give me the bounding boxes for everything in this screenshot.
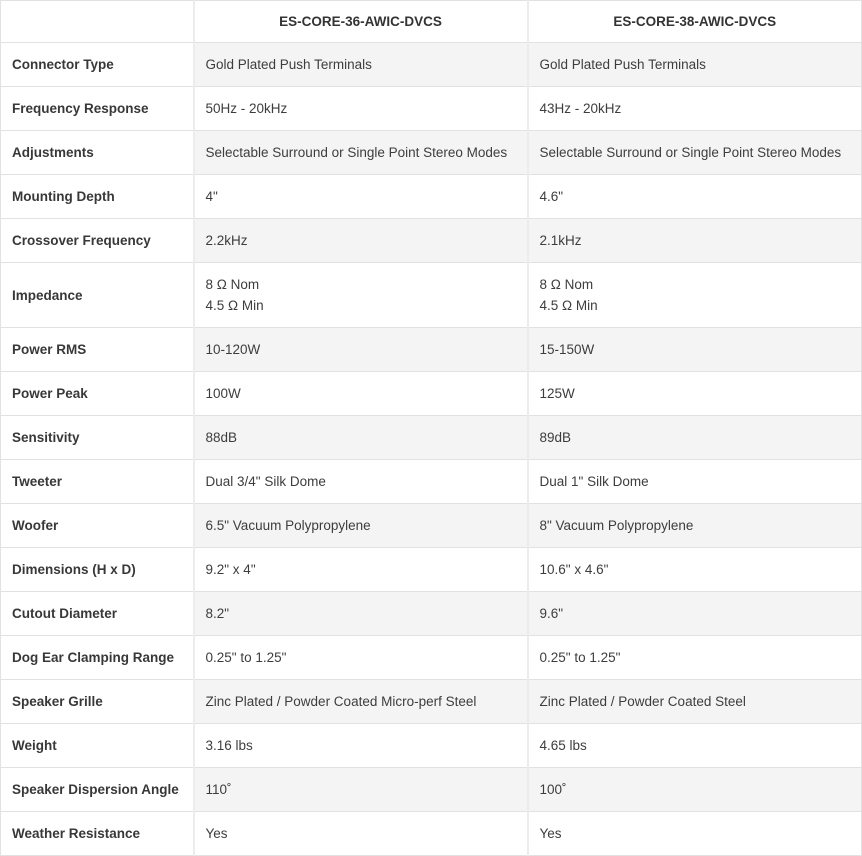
table-row: [1, 460, 862, 504]
row-label: Weather Resistance: [1, 812, 194, 856]
spec-value-line: 89dB: [539, 430, 572, 445]
row-label: Dimensions (H x D): [1, 548, 194, 592]
spec-value: [528, 328, 862, 372]
spec-value-line: 10.6" x 4.6": [539, 562, 609, 577]
table-row: [1, 680, 862, 724]
spec-value: [528, 219, 862, 263]
column-header-model-2: ES-CORE-38-AWIC-DVCS: [528, 1, 862, 43]
spec-value-line: 8 Ω Nom: [539, 277, 594, 292]
spec-value-line: 8" Vacuum Polypropylene: [539, 518, 694, 533]
spec-value-line: Yes: [205, 826, 228, 841]
corner-cell: [1, 1, 194, 43]
spec-value: [528, 460, 862, 504]
spec-value-line: Dual 3/4" Silk Dome: [205, 474, 326, 489]
spec-value: [194, 131, 528, 175]
table-row: [1, 592, 862, 636]
spec-value-line: Gold Plated Push Terminals: [539, 57, 706, 72]
spec-value: [194, 636, 528, 680]
row-label: Impedance: [1, 263, 194, 328]
spec-value-line: 0.25" to 1.25": [205, 650, 287, 665]
spec-value: [194, 416, 528, 460]
table-row: [1, 416, 862, 460]
table-row: [1, 43, 862, 87]
column-header-model-1: ES-CORE-36-AWIC-DVCS: [194, 1, 528, 43]
spec-value-line: 3.16 lbs: [205, 738, 253, 753]
spec-value-line: Yes: [539, 826, 562, 841]
spec-value: [528, 548, 862, 592]
spec-value: [194, 175, 528, 219]
spec-value-line: 4.6": [539, 189, 564, 204]
spec-value: [194, 768, 528, 812]
spec-value: [528, 680, 862, 724]
spec-value: [528, 131, 862, 175]
row-label: Crossover Frequency: [1, 219, 194, 263]
table-row: [1, 372, 862, 416]
spec-value: [194, 548, 528, 592]
spec-value-line: 125W: [539, 386, 575, 401]
spec-value-line: 2.2kHz: [205, 233, 248, 248]
spec-value: [528, 416, 862, 460]
spec-table-body: [1, 43, 862, 856]
spec-value-line: 4.5 Ω Min: [539, 298, 598, 313]
spec-value-line: 8 Ω Nom: [205, 277, 260, 292]
spec-value: [528, 175, 862, 219]
table-row: [1, 636, 862, 680]
spec-value: [528, 636, 862, 680]
row-label: Woofer: [1, 504, 194, 548]
row-label: Mounting Depth: [1, 175, 194, 219]
row-label: Tweeter: [1, 460, 194, 504]
table-row: [1, 263, 862, 328]
table-row: [1, 328, 862, 372]
row-label: Cutout Diameter: [1, 592, 194, 636]
spec-value: [194, 328, 528, 372]
table-row: [1, 812, 862, 856]
spec-value-line: 2.1kHz: [539, 233, 582, 248]
spec-value-line: 4.65 lbs: [539, 738, 587, 753]
spec-value: [194, 504, 528, 548]
table-row: [1, 768, 862, 812]
row-label: Dog Ear Clamping Range: [1, 636, 194, 680]
spec-value: [194, 680, 528, 724]
spec-value: [194, 219, 528, 263]
spec-value: [528, 87, 862, 131]
spec-value: [194, 812, 528, 856]
spec-value: [528, 768, 862, 812]
spec-value: [528, 504, 862, 548]
spec-value-line: 4": [205, 189, 218, 204]
spec-value: [528, 592, 862, 636]
spec-value: [194, 263, 528, 328]
spec-value: [194, 724, 528, 768]
spec-value-line: Zinc Plated / Powder Coated Micro-perf Steel: [205, 694, 477, 709]
spec-value-line: Selectable Surround or Single Point Stereo Modes: [539, 145, 842, 160]
spec-value-line: Zinc Plated / Powder Coated Steel: [539, 694, 746, 709]
spec-value: [528, 372, 862, 416]
table-row: [1, 504, 862, 548]
row-label: Speaker Dispersion Angle: [1, 768, 194, 812]
row-label: Sensitivity: [1, 416, 194, 460]
spec-value-line: 15-150W: [539, 342, 595, 357]
spec-value-line: 4.5 Ω Min: [205, 298, 264, 313]
spec-value: [528, 43, 862, 87]
row-label: Power Peak: [1, 372, 194, 416]
row-label: Weight: [1, 724, 194, 768]
spec-value-line: 43Hz - 20kHz: [539, 101, 622, 116]
spec-value: [528, 724, 862, 768]
spec-value-line: 10-120W: [205, 342, 261, 357]
spec-value: [194, 460, 528, 504]
spec-value: [194, 592, 528, 636]
spec-value: [528, 812, 862, 856]
header-row: [1, 1, 862, 43]
spec-value-line: 110˚: [205, 782, 232, 797]
row-label: Power RMS: [1, 328, 194, 372]
table-row: [1, 131, 862, 175]
table-row: [1, 548, 862, 592]
spec-value-line: 100˚: [539, 782, 567, 797]
row-label: Adjustments: [1, 131, 194, 175]
row-label: Connector Type: [1, 43, 194, 87]
table-row: [1, 87, 862, 131]
table-row: [1, 724, 862, 768]
spec-value-line: Gold Plated Push Terminals: [205, 57, 372, 72]
spec-value-line: 0.25" to 1.25": [539, 650, 621, 665]
spec-value-line: Dual 1" Silk Dome: [539, 474, 649, 489]
spec-value-line: 9.2" x 4": [205, 562, 256, 577]
spec-value: [194, 372, 528, 416]
spec-value: [194, 87, 528, 131]
spec-value: [528, 263, 862, 328]
spec-value-line: 88dB: [205, 430, 238, 445]
row-label: Speaker Grille: [1, 680, 194, 724]
spec-value-line: 9.6": [539, 606, 564, 621]
spec-value-line: 50Hz - 20kHz: [205, 101, 288, 116]
spec-value-line: Selectable Surround or Single Point Stereo Modes: [205, 145, 508, 160]
table-row: [1, 219, 862, 263]
spec-value: [194, 43, 528, 87]
spec-value-line: 8.2": [205, 606, 230, 621]
spec-value-line: 100W: [205, 386, 241, 401]
table-row: [1, 175, 862, 219]
row-label: Frequency Response: [1, 87, 194, 131]
spec-value-line: 6.5" Vacuum Polypropylene: [205, 518, 371, 533]
